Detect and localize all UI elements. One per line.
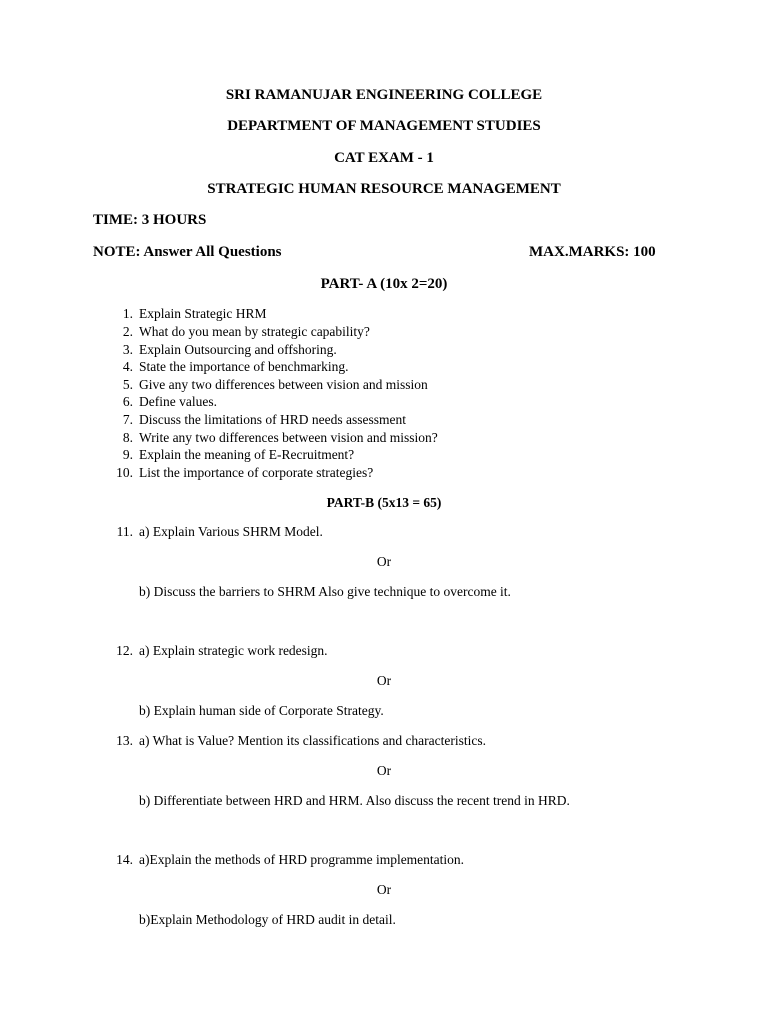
- question-option-b: b)Explain Methodology of HRD audit in detail.: [139, 912, 396, 927]
- list-item: Give any two differences between vision and mission: [139, 377, 428, 392]
- list-item-number: 8.: [122, 430, 133, 445]
- list-item: Define values.: [139, 394, 217, 409]
- subject-title: STRATEGIC HUMAN RESOURCE MANAGEMENT: [207, 181, 561, 197]
- question-option-a: a) Explain strategic work redesign.: [139, 643, 328, 658]
- exam-duration: TIME: 3 HOURS: [93, 212, 207, 228]
- list-item-number: 10.: [116, 465, 133, 480]
- department-name: DEPARTMENT OF MANAGEMENT STUDIES: [227, 118, 541, 134]
- list-item: Explain Outsourcing and offshoring.: [139, 342, 337, 357]
- question-option-a: a) What is Value? Mention its classifications and characteristics.: [139, 733, 487, 748]
- list-item: State the importance of benchmarking.: [139, 359, 349, 374]
- part-b-title: PART-B (5x13 = 65): [326, 495, 442, 510]
- max-marks: MAX.MARKS: 100: [529, 244, 656, 260]
- or-separator: Or: [376, 554, 392, 569]
- list-item: Discuss the limitations of HRD needs assessment: [139, 412, 406, 427]
- list-item: List the importance of corporate strategies?: [139, 465, 374, 480]
- list-item-number: 6.: [122, 394, 133, 409]
- list-item-number: 5.: [122, 377, 133, 392]
- question-number: 14.: [116, 852, 133, 867]
- list-item-number: 3.: [122, 342, 133, 357]
- list-item-number: 1.: [122, 306, 133, 321]
- list-item-number: 7.: [122, 412, 133, 427]
- question-option-b: b) Explain human side of Corporate Strategy.: [139, 703, 384, 718]
- or-separator: Or: [376, 673, 392, 688]
- question-option-b: b) Differentiate between HRD and HRM. Also discuss the recent trend in HRD.: [139, 793, 570, 808]
- question-number: 13.: [116, 733, 133, 748]
- college-name: SRI RAMANUJAR ENGINEERING COLLEGE: [225, 87, 543, 103]
- exam-title: CAT EXAM - 1: [334, 150, 434, 166]
- or-separator: Or: [376, 763, 392, 778]
- list-item: Write any two differences between vision and mission?: [139, 430, 438, 445]
- part-a-title: PART- A (10x 2=20): [320, 276, 448, 292]
- exam-note: NOTE: Answer All Questions: [93, 244, 282, 260]
- question-option-b: b) Discuss the barriers to SHRM Also give technique to overcome it.: [139, 584, 511, 599]
- or-separator: Or: [376, 882, 392, 897]
- question-option-a: a)Explain the methods of HRD programme implementation.: [139, 852, 465, 867]
- list-item: What do you mean by strategic capability?: [139, 324, 370, 339]
- list-item: Explain Strategic HRM: [139, 306, 267, 321]
- list-item-number: 9.: [122, 447, 133, 462]
- list-item-number: 4.: [122, 359, 133, 374]
- question-number: 12.: [116, 643, 133, 658]
- question-number: 11.: [116, 524, 133, 539]
- list-item-number: 2.: [122, 324, 133, 339]
- question-option-a: a) Explain Various SHRM Model.: [139, 524, 323, 539]
- list-item: Explain the meaning of E-Recruitment?: [139, 447, 355, 462]
